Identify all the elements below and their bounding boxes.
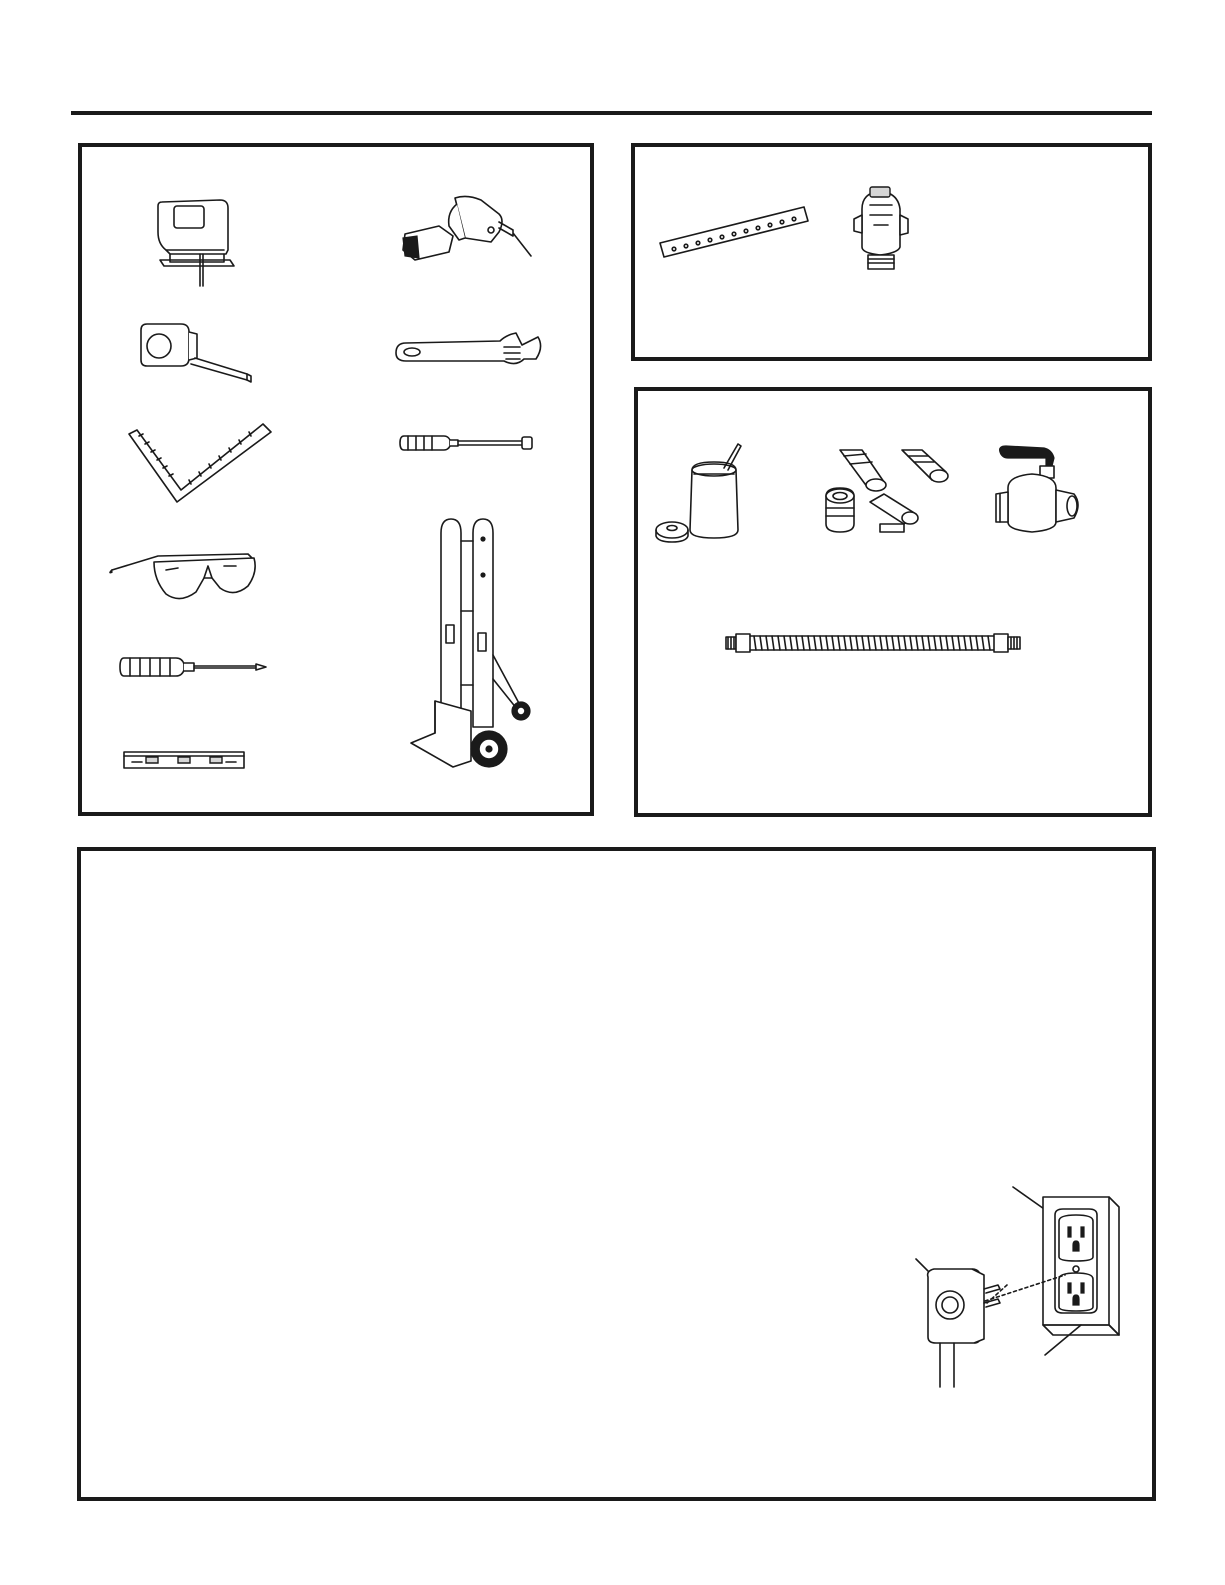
level-icon bbox=[120, 748, 248, 774]
carpenters-square-icon bbox=[125, 420, 275, 506]
adjustable-wrench-icon bbox=[390, 325, 550, 375]
pipe-compound-and-tape-icon bbox=[654, 440, 770, 544]
anti-tip-bracket-icon bbox=[656, 203, 810, 261]
shutoff-valve-icon bbox=[992, 444, 1084, 540]
jigsaw-icon bbox=[140, 192, 240, 292]
header-rule bbox=[71, 111, 1152, 115]
pressure-regulator-icon bbox=[848, 185, 914, 273]
safety-glasses-icon bbox=[108, 548, 260, 606]
tape-measure-icon bbox=[135, 318, 255, 384]
phillips-screwdriver-icon bbox=[118, 652, 270, 682]
pipe-fittings-icon bbox=[818, 444, 956, 536]
grounded-outlet-icon bbox=[985, 1185, 1135, 1360]
nut-driver-icon bbox=[398, 428, 538, 458]
electrical-panel bbox=[77, 847, 1156, 1501]
hand-truck-icon bbox=[405, 515, 540, 775]
flexible-gas-connector-icon bbox=[724, 628, 1024, 658]
cordless-drill-icon bbox=[395, 190, 535, 265]
